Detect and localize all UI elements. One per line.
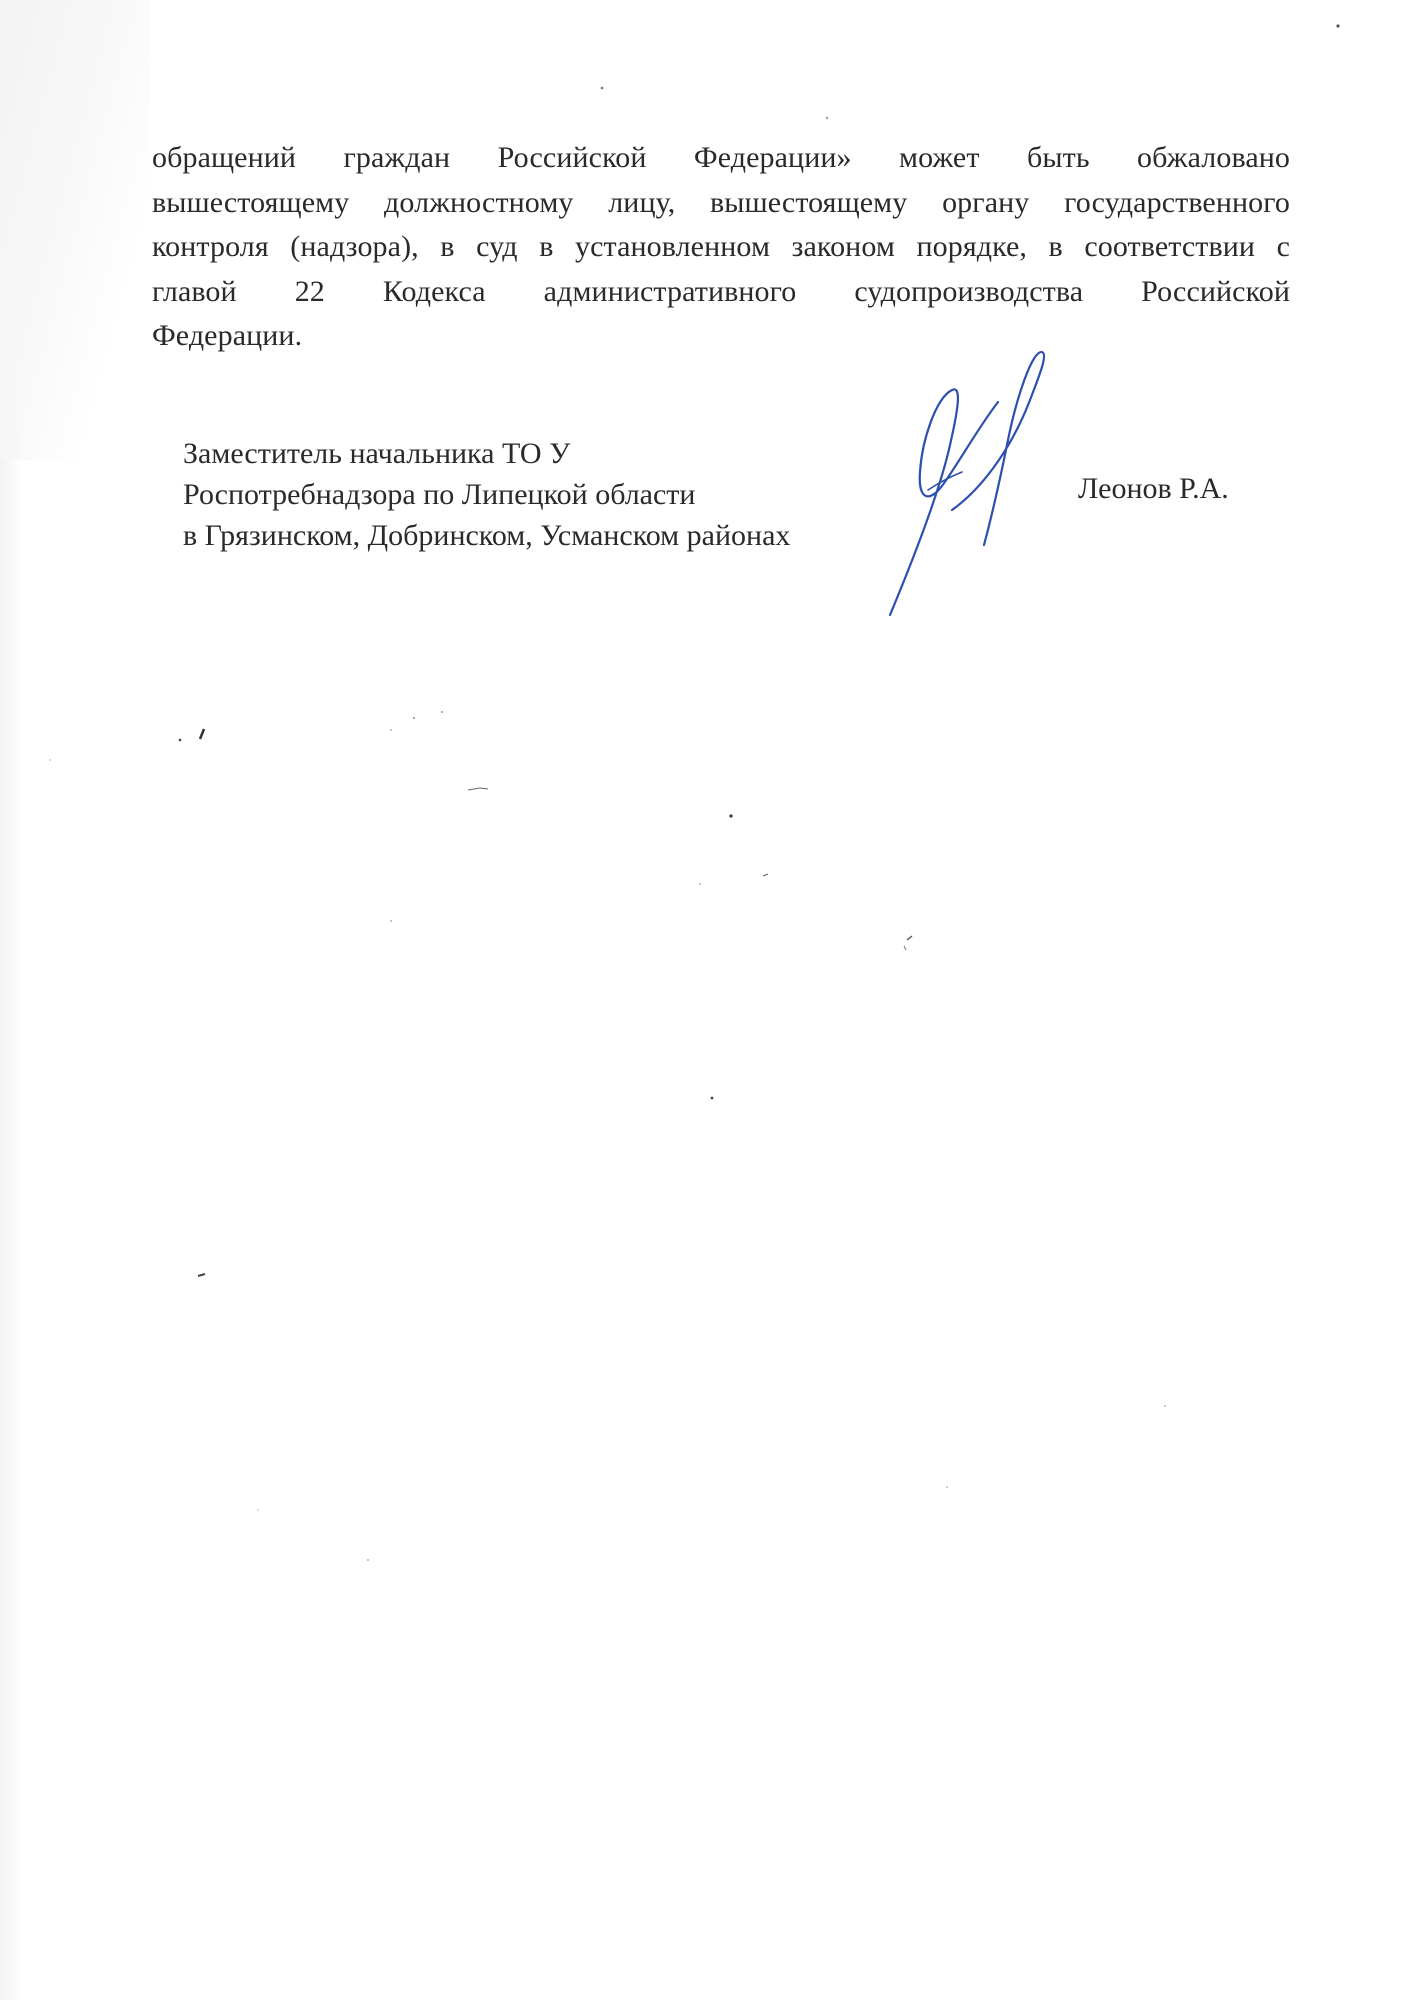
- signatory-position-line: Заместитель начальника ТО У: [183, 437, 571, 470]
- body-line: обращений граждан Российской Федерации» может быть обжаловано: [152, 141, 1290, 174]
- body-line: главой 22 Кодекса административного судопроизводства Российской: [152, 274, 1290, 308]
- body-paragraph: [152, 136, 1290, 359]
- signatory-position: [183, 433, 790, 556]
- signatory-position-line: Роспотребнадзора по Липецкой области: [183, 478, 696, 511]
- handwritten-signature: [870, 340, 1110, 620]
- signatory-position-line: в Грязинском, Добринском, Усманском районах: [183, 519, 791, 552]
- body-line: Федерации.: [152, 319, 303, 352]
- scan-corner-shading: [0, 0, 150, 460]
- body-line: контроля (надзора), в суд в установленном законом порядке, в соответствии с: [152, 230, 1290, 263]
- body-line: вышестоящему должностному лицу, вышестоящему органу государственного: [152, 185, 1290, 219]
- signatory-name: Леонов Р.А.: [1078, 472, 1229, 505]
